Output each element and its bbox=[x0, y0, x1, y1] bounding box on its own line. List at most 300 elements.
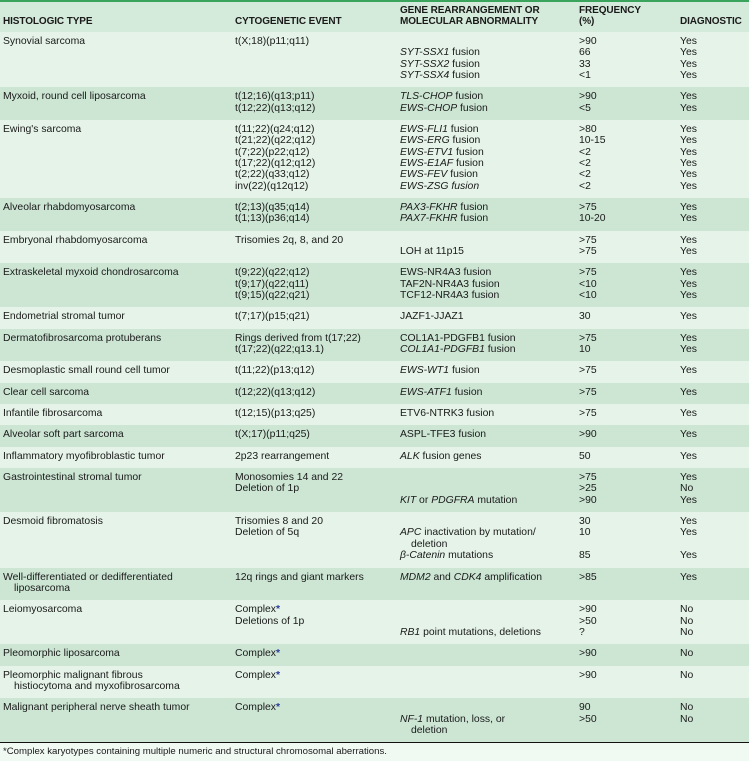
cell-line: Yes bbox=[680, 386, 697, 398]
cell-line: No bbox=[680, 648, 694, 660]
cell-text: TLS-CHOP bbox=[400, 91, 453, 103]
cell-line: 10 bbox=[579, 527, 591, 539]
cell-line: Yes bbox=[680, 550, 697, 562]
cell-line: 30 bbox=[579, 516, 591, 528]
cell-frequency bbox=[576, 120, 677, 198]
cell-line: <5 bbox=[579, 102, 591, 114]
cell-line: >90 bbox=[579, 35, 597, 47]
cell-line bbox=[579, 539, 677, 550]
cell-line: 10-15 bbox=[579, 135, 606, 147]
cell-line: Yes bbox=[680, 267, 697, 279]
table-row bbox=[0, 666, 749, 699]
cell-line bbox=[400, 158, 576, 169]
table-row bbox=[0, 447, 749, 468]
header-line: FREQUENCY bbox=[579, 5, 641, 16]
cell-line bbox=[400, 616, 576, 627]
cell-text: deletion bbox=[411, 724, 448, 736]
table-row bbox=[0, 307, 749, 328]
cell-text: histiocytoma and myxofibrosarcoma bbox=[14, 680, 180, 692]
cell-text: Complex bbox=[235, 669, 276, 681]
cell-line: t(17;22)(q12;q12) bbox=[235, 157, 316, 169]
cell-line bbox=[400, 572, 576, 583]
cell-diagnostic bbox=[677, 666, 749, 699]
cell-histologic-type bbox=[0, 425, 232, 446]
cell-text: fusion bbox=[457, 102, 488, 114]
cell-text: fusion bbox=[451, 386, 483, 398]
cell-line: >75 bbox=[579, 267, 597, 279]
cell-cytogenetic-event bbox=[232, 198, 397, 231]
cell-cytogenetic-event bbox=[232, 512, 397, 567]
cell-line bbox=[400, 604, 576, 615]
cell-frequency bbox=[576, 698, 677, 742]
cell-line: >90 bbox=[579, 429, 597, 441]
cell-text: EWS-ETV1 bbox=[400, 146, 454, 158]
cell-line: Malignant peripheral nerve sheath tumor bbox=[3, 702, 190, 714]
cell-diagnostic bbox=[677, 468, 749, 512]
cell-cytogenetic-event bbox=[232, 120, 397, 198]
cell-text: COL1A1-PDGFB1 bbox=[400, 344, 485, 356]
cell-line bbox=[400, 472, 576, 483]
cell-gene-rearrangement bbox=[397, 512, 576, 567]
cell-text: CDK4 bbox=[453, 571, 482, 583]
cell-line bbox=[400, 495, 576, 506]
cell-histologic-type bbox=[0, 120, 232, 198]
cell-line: Yes bbox=[680, 157, 697, 169]
cell-cytogenetic-event bbox=[232, 600, 397, 644]
cell-diagnostic bbox=[677, 404, 749, 425]
cell-text: EWS-E1AF bbox=[400, 157, 454, 169]
cell-cytogenetic-event bbox=[232, 666, 397, 699]
cell-histologic-type bbox=[0, 198, 232, 231]
cell-line bbox=[400, 147, 576, 158]
cell-line: Yes bbox=[680, 135, 697, 147]
cell-cytogenetic-event bbox=[232, 32, 397, 87]
cell-line: Yes bbox=[680, 408, 697, 420]
cell-histologic-type bbox=[0, 263, 232, 307]
cell-text: EWS-ERG bbox=[400, 135, 450, 147]
cell-line: Yes bbox=[680, 365, 697, 377]
cell-text: fusion bbox=[457, 213, 489, 225]
cell-line: t(12;16)(q13;p11) bbox=[235, 91, 315, 103]
cell-line bbox=[400, 527, 576, 538]
cell-histologic-type bbox=[0, 512, 232, 567]
cell-text: fusion bbox=[447, 169, 478, 181]
cell-line: Monosomies 14 and 22 bbox=[235, 472, 344, 484]
cell-line: Yes bbox=[680, 169, 697, 181]
cell-cytogenetic-event bbox=[232, 404, 397, 425]
table-row bbox=[0, 644, 749, 665]
cell-line: Yes bbox=[680, 472, 697, 484]
cell-line: t(2;13)(q35;q14) bbox=[235, 201, 310, 213]
cell-line: Extraskeletal myxoid chondrosarcoma bbox=[3, 267, 179, 279]
cell-gene-rearrangement bbox=[397, 383, 576, 404]
cell-frequency bbox=[576, 87, 677, 120]
cell-text: fusion bbox=[484, 344, 516, 356]
cell-gene-rearrangement bbox=[397, 644, 576, 665]
cell-line: COL1A1-PDGFB1 fusion bbox=[400, 332, 516, 344]
cell-cytogenetic-event bbox=[232, 87, 397, 120]
cell-text: PDGFRA bbox=[431, 494, 475, 506]
header-line: CYTOGENETIC EVENT bbox=[235, 16, 342, 28]
header-line: DIAGNOSTIC bbox=[680, 16, 742, 28]
header-line: GENE REARRANGEMENT OR bbox=[400, 5, 540, 16]
cell-line: <10 bbox=[579, 278, 597, 290]
cell-line bbox=[400, 59, 576, 70]
cell-line: ? bbox=[579, 626, 585, 638]
cell-frequency bbox=[576, 307, 677, 328]
header-row bbox=[0, 2, 749, 32]
cell-text: EWS-ATF1 bbox=[400, 386, 452, 398]
cell-line bbox=[400, 235, 576, 246]
cell-line: Yes bbox=[680, 180, 697, 192]
cell-line bbox=[400, 47, 576, 58]
cell-text: mutation, loss, or bbox=[423, 713, 506, 725]
cell-cytogenetic-event bbox=[232, 383, 397, 404]
cell-histologic-type bbox=[0, 329, 232, 362]
cell-line: No bbox=[680, 669, 694, 681]
cell-diagnostic bbox=[677, 263, 749, 307]
cell-text: and bbox=[430, 571, 454, 583]
bottom-rule bbox=[0, 742, 749, 743]
cell-text: liposarcoma bbox=[14, 582, 71, 594]
cell-frequency bbox=[576, 231, 677, 264]
cell-line: JAZF1-JJAZ1 bbox=[400, 311, 464, 323]
cell-gene-rearrangement bbox=[397, 698, 576, 742]
cell-line bbox=[400, 36, 576, 47]
header-line: MOLECULAR ABNORMALITY bbox=[400, 16, 539, 28]
cell-text: fusion bbox=[453, 157, 484, 169]
cell-frequency bbox=[576, 600, 677, 644]
table-row bbox=[0, 87, 749, 120]
cell-line bbox=[400, 550, 576, 561]
cell-line: t(7;22)(p22;q12) bbox=[235, 146, 310, 158]
cell-line bbox=[400, 670, 576, 681]
cell-text: SYT-SSX2 bbox=[400, 58, 450, 70]
cell-frequency bbox=[576, 666, 677, 699]
cell-line: Desmoid fibromatosis bbox=[3, 516, 103, 528]
cell-line: Clear cell sarcoma bbox=[3, 386, 90, 398]
cell-diagnostic bbox=[677, 231, 749, 264]
cell-histologic-type bbox=[0, 666, 232, 699]
footnote-asterisk: * bbox=[276, 604, 281, 616]
cell-line: >75 bbox=[579, 245, 597, 257]
cell-line: Dermatofibrosarcoma protuberans bbox=[3, 332, 162, 344]
cell-histologic-type bbox=[0, 644, 232, 665]
cell-text: PAX3-FKHR bbox=[400, 201, 458, 213]
cell-histologic-type bbox=[0, 307, 232, 328]
cell-line bbox=[400, 539, 576, 550]
cell-line: Ewing's sarcoma bbox=[3, 123, 82, 135]
cell-diagnostic bbox=[677, 698, 749, 742]
footnote: *Complex karyotypes containing multiple numeric and structural chromosomal aberrations. bbox=[3, 746, 387, 757]
cell-line: >75 bbox=[579, 332, 597, 344]
cell-diagnostic bbox=[677, 425, 749, 446]
cell-text: deletion bbox=[411, 538, 448, 550]
cell-line: <2 bbox=[579, 146, 591, 158]
cell-line: t(11;22)(q24;q12) bbox=[235, 123, 315, 135]
cell-line: Alveolar soft part sarcoma bbox=[3, 429, 124, 441]
cell-line: Yes bbox=[680, 450, 697, 462]
cell-diagnostic bbox=[677, 383, 749, 404]
cell-text: fusion bbox=[449, 58, 480, 70]
cell-line: t(X;17)(p11;q25) bbox=[235, 429, 310, 441]
cell-line: t(2;22)(q33;q12) bbox=[235, 169, 310, 181]
header-cytogenetic-event bbox=[232, 2, 397, 32]
cell-line: t(11;22)(p13;q12) bbox=[235, 365, 315, 377]
cell-text: RB1 bbox=[400, 626, 421, 638]
cell-line bbox=[400, 648, 576, 659]
cell-text: EWS-CHOP bbox=[400, 102, 458, 114]
cell-gene-rearrangement bbox=[397, 198, 576, 231]
cell-frequency bbox=[576, 329, 677, 362]
cell-line: Alveolar rhabdomyosarcoma bbox=[3, 201, 136, 213]
cell-line: Yes bbox=[680, 102, 697, 114]
cell-line: t(17;22)(q22;q13.1) bbox=[235, 344, 324, 356]
cell-line: No bbox=[680, 483, 694, 495]
cell-line: TAF2N-NR4A3 fusion bbox=[400, 278, 500, 290]
cell-diagnostic bbox=[677, 361, 749, 382]
header-diagnostic bbox=[677, 2, 749, 32]
cell-line: t(9;15)(q22;q21) bbox=[235, 290, 310, 301]
table-row bbox=[0, 263, 749, 307]
cell-line: LOH at 11p15 bbox=[400, 245, 464, 257]
cell-line bbox=[400, 387, 576, 398]
cell-histologic-type bbox=[0, 383, 232, 404]
cell-histologic-type bbox=[0, 87, 232, 120]
cell-line bbox=[235, 670, 397, 681]
cell-line: >90 bbox=[579, 669, 597, 681]
cell-text: EWS-ZSG fusion bbox=[400, 180, 480, 192]
cell-text: fusion bbox=[449, 69, 480, 81]
cell-line: <2 bbox=[579, 169, 591, 181]
cell-diagnostic bbox=[677, 120, 749, 198]
cell-line: 66 bbox=[579, 47, 591, 59]
table-row bbox=[0, 231, 749, 264]
cell-line bbox=[400, 213, 576, 224]
cell-line: Yes bbox=[680, 91, 697, 103]
cell-text: fusion bbox=[449, 365, 480, 377]
cell-line bbox=[400, 725, 576, 736]
cell-line: >90 bbox=[579, 494, 597, 506]
cell-cytogenetic-event bbox=[232, 329, 397, 362]
cell-line: Yes bbox=[680, 429, 697, 441]
cell-text: fusion bbox=[457, 201, 489, 213]
cell-line bbox=[3, 583, 232, 594]
cell-diagnostic bbox=[677, 644, 749, 665]
cell-frequency bbox=[576, 568, 677, 601]
cell-line bbox=[400, 91, 576, 102]
cell-histologic-type bbox=[0, 568, 232, 601]
cell-diagnostic bbox=[677, 512, 749, 567]
cell-diagnostic bbox=[677, 447, 749, 468]
cell-line: 50 bbox=[579, 450, 591, 462]
cell-line: <2 bbox=[579, 180, 591, 192]
cell-line: Yes bbox=[680, 201, 697, 213]
cell-text: mutations bbox=[445, 550, 494, 562]
footnote-asterisk: * bbox=[276, 648, 281, 660]
cell-line: Yes bbox=[680, 516, 697, 528]
table-row bbox=[0, 383, 749, 404]
cell-line: Yes bbox=[680, 123, 697, 135]
cell-text: fusion bbox=[449, 47, 480, 59]
cell-line bbox=[400, 702, 576, 713]
cell-frequency bbox=[576, 447, 677, 468]
cell-line: Desmoplastic small round cell tumor bbox=[3, 365, 170, 377]
cell-line: 30 bbox=[579, 311, 591, 323]
cell-gene-rearrangement bbox=[397, 600, 576, 644]
cell-line: Yes bbox=[680, 213, 697, 225]
cell-gene-rearrangement bbox=[397, 468, 576, 512]
cell-line: t(21;22)(q22;q12) bbox=[235, 135, 316, 147]
cell-line: Embryonal rhabdomyosarcoma bbox=[3, 234, 148, 246]
cell-line bbox=[235, 702, 397, 713]
table-row bbox=[0, 329, 749, 362]
cell-line: Yes bbox=[680, 344, 697, 356]
header-gene-rearrangement bbox=[397, 2, 576, 32]
cell-line bbox=[400, 365, 576, 376]
cell-histologic-type bbox=[0, 404, 232, 425]
cell-text: SYT-SSX1 bbox=[400, 47, 450, 59]
cell-line: 90 bbox=[579, 702, 591, 714]
cell-cytogenetic-event bbox=[232, 425, 397, 446]
footnote-asterisk: * bbox=[276, 702, 281, 714]
cell-line: Well-differentiated or dedifferentiated bbox=[3, 571, 173, 583]
cell-line: >25 bbox=[579, 483, 597, 495]
cell-line bbox=[400, 70, 576, 81]
cell-diagnostic bbox=[677, 32, 749, 87]
cell-line: Trisomies 2q, 8, and 20 bbox=[235, 234, 344, 246]
footnote-asterisk: * bbox=[276, 669, 281, 681]
cell-cytogenetic-event bbox=[232, 231, 397, 264]
cell-line: >90 bbox=[579, 604, 597, 616]
cell-text: SYT-SSX4 bbox=[400, 69, 450, 81]
cell-line: >90 bbox=[579, 91, 597, 103]
cell-line: <2 bbox=[579, 157, 591, 169]
cell-line: >75 bbox=[579, 408, 597, 420]
cell-diagnostic bbox=[677, 198, 749, 231]
cell-line: 2p23 rearrangement bbox=[235, 450, 330, 462]
cell-diagnostic bbox=[677, 568, 749, 601]
cell-line: No bbox=[680, 604, 694, 616]
cell-line: Yes bbox=[680, 69, 697, 81]
cell-line: Pleomorphic liposarcoma bbox=[3, 648, 120, 660]
cell-gene-rearrangement bbox=[397, 425, 576, 446]
cell-text: fusion bbox=[447, 123, 479, 135]
cell-diagnostic bbox=[677, 329, 749, 362]
cell-line: EWS-NR4A3 fusion bbox=[400, 267, 492, 279]
cell-gene-rearrangement bbox=[397, 361, 576, 382]
cell-text: fusion bbox=[449, 135, 481, 147]
header-histologic-type bbox=[0, 2, 232, 32]
cell-histologic-type bbox=[0, 698, 232, 742]
cell-frequency bbox=[576, 198, 677, 231]
cell-text: amplification bbox=[481, 571, 543, 583]
cell-text: Complex bbox=[235, 702, 276, 714]
cell-line: 10 bbox=[579, 344, 591, 356]
sarcoma-cytogenetics-table bbox=[0, 2, 749, 742]
cell-line bbox=[235, 604, 397, 615]
cell-gene-rearrangement bbox=[397, 329, 576, 362]
cell-gene-rearrangement bbox=[397, 568, 576, 601]
cell-line bbox=[680, 539, 749, 550]
cell-line: Leiomyosarcoma bbox=[3, 604, 83, 616]
cell-gene-rearrangement bbox=[397, 120, 576, 198]
table-row bbox=[0, 32, 749, 87]
table-row bbox=[0, 698, 749, 742]
cell-cytogenetic-event bbox=[232, 644, 397, 665]
cell-line bbox=[400, 181, 576, 192]
cell-line: Yes bbox=[680, 47, 697, 59]
cell-text: or bbox=[416, 494, 432, 506]
cell-line: t(12;15)(p13;q25) bbox=[235, 408, 316, 420]
cell-line: Yes bbox=[680, 278, 697, 290]
cell-histologic-type bbox=[0, 468, 232, 512]
cell-frequency bbox=[576, 383, 677, 404]
cell-line: >75 bbox=[579, 365, 597, 377]
cell-text: fusion bbox=[452, 91, 484, 103]
cell-histologic-type bbox=[0, 361, 232, 382]
table-row bbox=[0, 512, 749, 567]
cell-line: t(1;13)(p36;q14) bbox=[235, 213, 310, 225]
cell-frequency bbox=[576, 32, 677, 87]
cell-line: inv(22)(q12q12) bbox=[235, 180, 309, 192]
cell-cytogenetic-event bbox=[232, 468, 397, 512]
table-row bbox=[0, 120, 749, 198]
cell-line bbox=[400, 483, 576, 494]
cell-histologic-type bbox=[0, 231, 232, 264]
cell-line: Rings derived from t(17;22) bbox=[235, 332, 361, 344]
cell-frequency bbox=[576, 404, 677, 425]
cell-line: No bbox=[680, 615, 694, 627]
cell-cytogenetic-event bbox=[232, 307, 397, 328]
cell-line: No bbox=[680, 713, 694, 725]
cell-line: 12q rings and giant markers bbox=[235, 571, 364, 583]
cell-histologic-type bbox=[0, 600, 232, 644]
cell-line: No bbox=[680, 702, 694, 714]
cell-line: Yes bbox=[680, 146, 697, 158]
cell-line: 85 bbox=[579, 550, 591, 562]
cell-line: Deletion of 1p bbox=[235, 483, 300, 495]
cell-gene-rearrangement bbox=[397, 447, 576, 468]
table-row bbox=[0, 468, 749, 512]
cell-text: APC bbox=[400, 527, 422, 539]
cell-text: inactivation by mutation/ bbox=[421, 527, 536, 539]
cell-line: >90 bbox=[579, 648, 597, 660]
cell-line: Deletions of 1p bbox=[235, 615, 305, 627]
cell-cytogenetic-event bbox=[232, 263, 397, 307]
cell-line: Yes bbox=[680, 58, 697, 70]
cell-text: PAX7-FKHR bbox=[400, 213, 458, 225]
cell-line: <10 bbox=[579, 290, 597, 301]
cell-line: >85 bbox=[579, 571, 597, 583]
cell-line: >75 bbox=[579, 234, 597, 246]
cell-diagnostic bbox=[677, 307, 749, 328]
cell-line: Yes bbox=[680, 527, 697, 539]
cell-line: No bbox=[680, 626, 694, 638]
cell-line: >50 bbox=[579, 713, 597, 725]
cell-text: MDM2 bbox=[400, 571, 431, 583]
cell-frequency bbox=[576, 425, 677, 446]
header-frequency bbox=[576, 2, 677, 32]
cell-text: mutation bbox=[474, 494, 518, 506]
cell-gene-rearrangement bbox=[397, 666, 576, 699]
cell-line bbox=[400, 714, 576, 725]
cell-frequency bbox=[576, 644, 677, 665]
cell-cytogenetic-event bbox=[232, 361, 397, 382]
cell-line: >80 bbox=[579, 123, 597, 135]
cell-line bbox=[400, 344, 576, 355]
cell-line: Gastrointestinal stromal tumor bbox=[3, 472, 142, 484]
